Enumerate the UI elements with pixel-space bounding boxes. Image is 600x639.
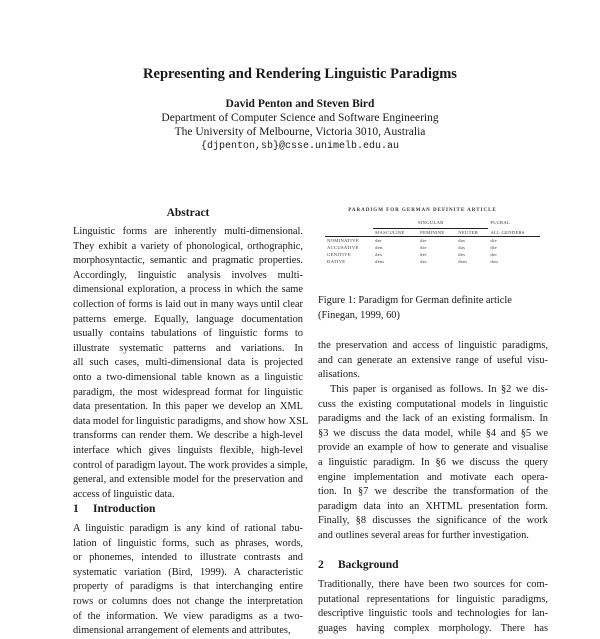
text-line: illustrate systematic patterns and variations. In [73, 342, 303, 354]
table-cell: die [420, 245, 427, 250]
col-masculine: MASCULINE [373, 229, 418, 237]
table-cell: der [375, 238, 382, 243]
text-line: morphosyntactic, semantic and pragmatic properties. [73, 255, 303, 267]
table-row [325, 258, 540, 265]
text-line: dimensional arrangement of elements and attributes, [73, 625, 291, 637]
department: Department of Computer Science and Software Engineering [161, 112, 439, 124]
text-line: systematic variation (Bird, 1999). A characteristic [73, 566, 303, 578]
text-line: They exhibit a variety of phonological, orthographic, [73, 240, 303, 252]
text-line: control of paradigm layout. The work provides a simple, [73, 459, 308, 471]
text-line: patterns emerge. Equally, language documentation [73, 313, 303, 325]
intro-body [73, 522, 303, 639]
text-line: all such cases, multi-dimensional data is projected [73, 357, 303, 369]
text-line: descriptive linguistic tools and technologies for lan- [318, 608, 548, 620]
text-line: This paper is organised as follows. In §2 we dis- [330, 384, 548, 395]
text-line: Finally, §8 discusses the significance of the work [318, 515, 548, 527]
text-line: collection of forms is laid out in many ways until clear [73, 298, 303, 310]
text-line: tion. In §7 we describe the transformation of the [318, 486, 548, 498]
text-line: and outlines several areas for further investigation. [318, 529, 529, 541]
table-cell: das [458, 245, 466, 250]
email: {djpenton,sb}@csse.unimelb.edu.au [200, 141, 400, 152]
case-label: DATIVE [327, 259, 346, 264]
table-row [325, 251, 540, 258]
col-feminine: FEMININE [418, 229, 456, 237]
text-line: a linguistic paradigm. In §6 we discuss the query [318, 456, 548, 468]
text-line: and can generate an extensive range of useful visu- [318, 354, 548, 366]
text-line: alisations. [318, 369, 360, 381]
caption-line: (Finegan, 1999, 60) [318, 309, 400, 321]
table-cell: der [420, 252, 427, 257]
table-cell: der [490, 252, 498, 257]
table-cell: dem [458, 259, 468, 264]
text-line: guages having complex morphology. There has [318, 622, 548, 634]
text-line: property of paradigms is that interchanging entire [73, 581, 303, 593]
text-line: interface which gives linguists flexible, high-level [73, 444, 303, 456]
group-header-singular: SINGULAR [417, 220, 444, 225]
table-cell: die [490, 245, 497, 250]
table-cell: des [375, 252, 383, 257]
right-para-2 [318, 383, 548, 544]
text-line: provide an example of how to generate and visualise [318, 442, 548, 454]
text-line: usually contains tabulations of linguistic forms to [73, 328, 303, 340]
paper-title: Representing and Rendering Linguistic Paradigms [143, 66, 457, 82]
text-line: paradigms and the lack of an existing formalism. In [318, 413, 548, 425]
background-heading [318, 559, 399, 571]
text-line: paradigm, the most widespread format for linguistic [73, 386, 303, 398]
text-line: general, and extensible model for the preservation and [73, 474, 303, 486]
text-line: Traditionally, there have been two sources for com- [318, 579, 548, 590]
section-number: 2 [318, 559, 324, 571]
table-cell: die [420, 238, 427, 243]
section-title: Background [338, 559, 399, 571]
university: The University of Melbourne, Victoria 3010, Australia [174, 126, 426, 138]
text-line: cuss the existing computational models in linguistic [318, 398, 548, 410]
text-line: of the information. We view paradigms as a two- [73, 610, 303, 622]
table-row [325, 237, 540, 245]
figure-caption [318, 294, 548, 323]
right-para-1 [318, 339, 548, 383]
group-header-plural: PLURAL [490, 220, 511, 225]
text-line: engine implementation and motivate each opera- [318, 471, 548, 483]
case-label: NOMINATIVE [327, 238, 359, 243]
case-label: ACCUSATIVE [327, 245, 359, 250]
abstract-body [73, 225, 309, 502]
background-body [318, 578, 548, 636]
text-line: data presentation. In this paper we develop an XML [73, 401, 303, 413]
text-line: §3 we discuss the data model, while §4 and §5 we [318, 427, 548, 439]
table-cell: das [458, 238, 466, 243]
col-all-genders: ALL GENDERS [488, 229, 540, 237]
caption-line: Figure 1: Paradigm for German definite article [318, 295, 512, 306]
table-cell: des [458, 252, 466, 257]
section-title: Introduction [93, 503, 156, 515]
abstract-heading: Abstract [166, 207, 210, 219]
section-number: 1 [73, 503, 79, 515]
text-line: transforms can render them. We describe a high-level [73, 430, 303, 442]
figure-1-paradigm-table [325, 208, 540, 265]
table-row [325, 244, 540, 251]
text-line: A linguistic paradigm is any kind of rational tabu- [73, 523, 303, 534]
text-line: rows or columns does not change the interpretation [73, 595, 303, 607]
text-line: Accordingly, linguistic analysis involves multi- [73, 269, 303, 281]
text-line: data model for linguistic paradigms, and show how XSL [73, 415, 309, 427]
text-line: dimensional exploration, a process in which the same [73, 284, 303, 296]
text-line: the preservation and access of linguistic paradigms, [318, 340, 548, 351]
text-line: putational representations for linguistic paradigms, [318, 593, 548, 605]
text-line: Linguistic forms are inherently multi-dimensional. [73, 226, 303, 237]
table-cell: den [375, 245, 383, 250]
table-cell: der [420, 259, 427, 264]
table-cell: dem [375, 259, 384, 264]
text-line: onto a two-dimensional table known as a linguistic [73, 371, 303, 383]
authors: David Penton and Steven Bird [225, 98, 375, 110]
text-line: access of linguistic data. [73, 488, 175, 500]
table-cell: den [490, 259, 498, 264]
case-label: GENITIVE [327, 252, 351, 257]
table-title: PARADIGM FOR GERMAN DEFINITE ARTICLE [348, 208, 497, 213]
col-neuter: NEUTER [456, 229, 488, 237]
text-line: or phonemes, intended to illustrate contrasts and [73, 552, 303, 564]
text-line: paradigm data into an XHTML presentation form. [318, 500, 548, 512]
intro-heading [73, 503, 155, 515]
table-cell: die [490, 238, 497, 243]
text-line: lation of linguistic forms, such as phrases, words, [73, 537, 303, 549]
